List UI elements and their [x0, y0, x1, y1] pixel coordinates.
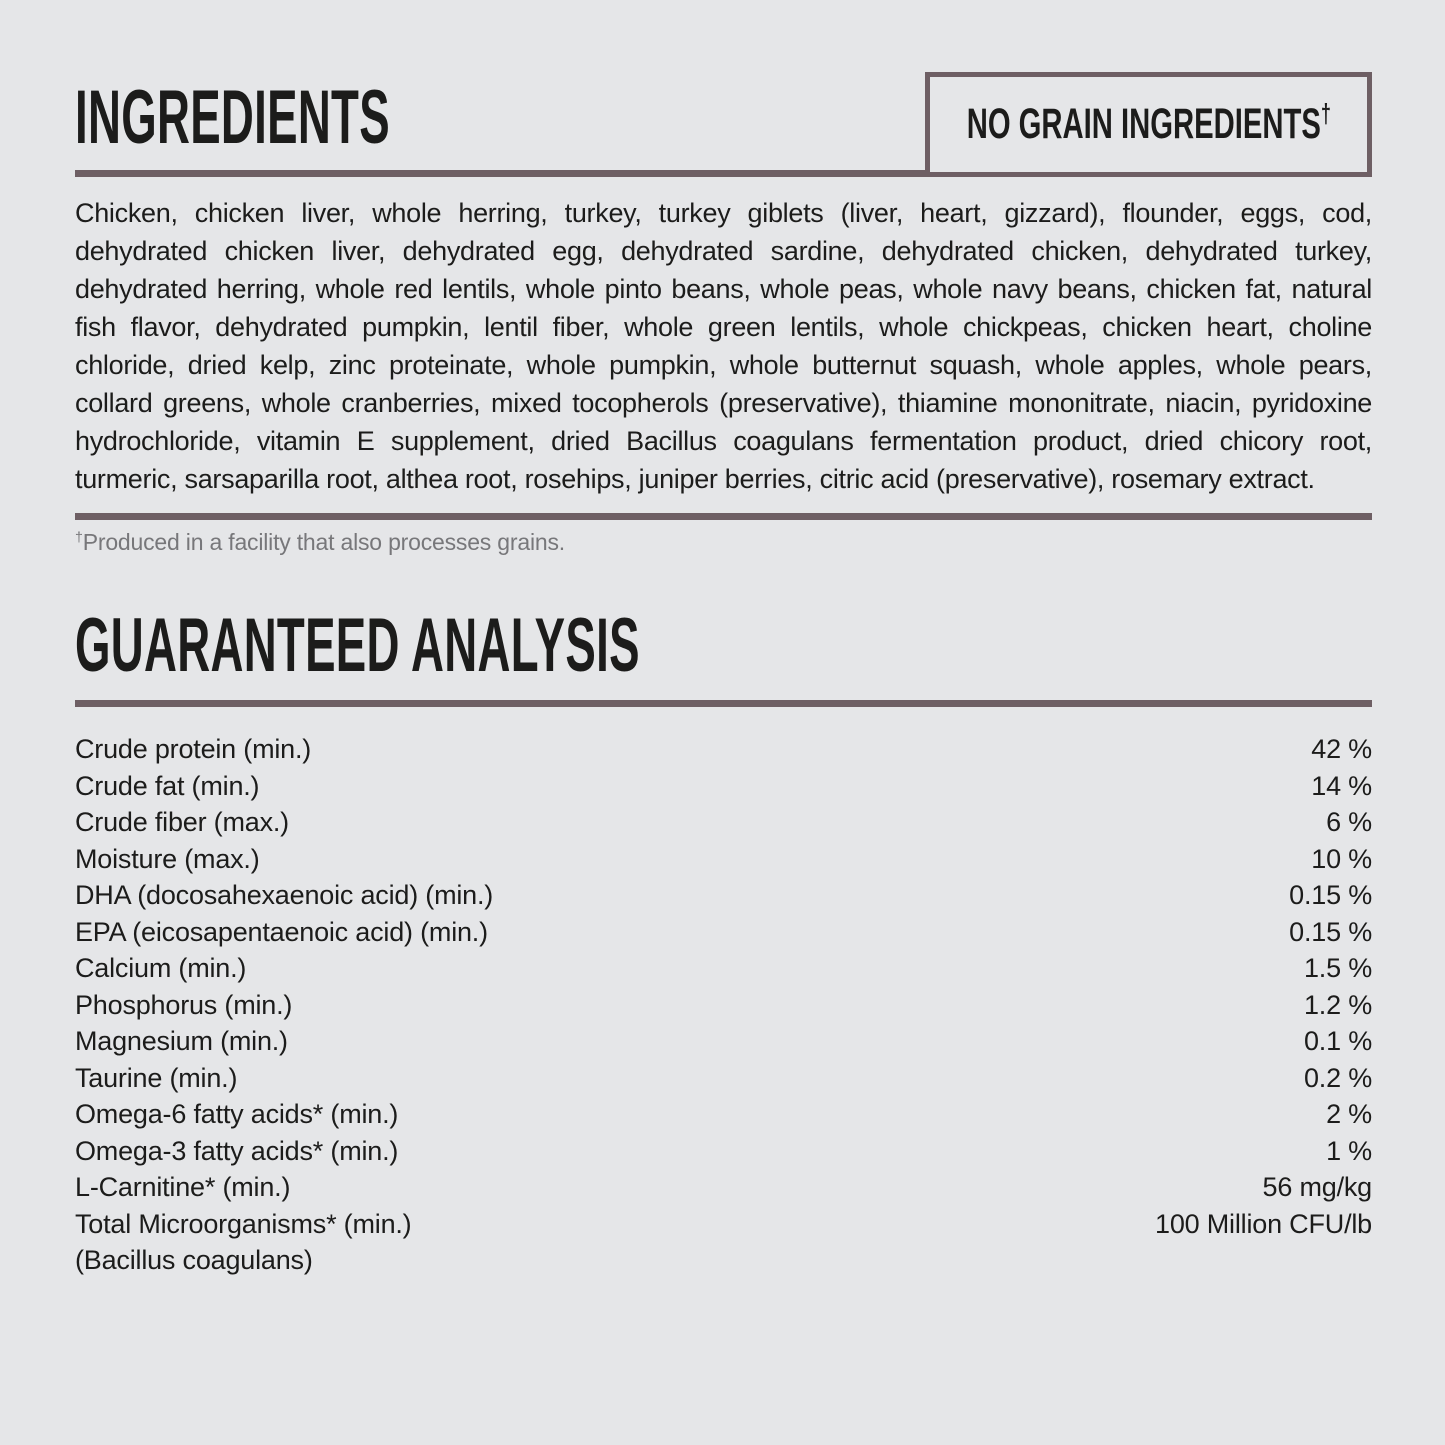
no-grain-badge-label: NO GRAIN INGREDIENTS — [966, 100, 1321, 148]
analysis-row — [75, 1096, 1372, 1133]
analysis-value: 1.2 % — [1303, 989, 1372, 1020]
no-grain-badge-text — [966, 100, 1330, 149]
analysis-label: Phosphorus (min.) — [75, 989, 293, 1020]
footnote-dagger: † — [75, 529, 83, 546]
analysis-row — [75, 1169, 1372, 1206]
analysis-label: Omega-6 fatty acids* (min.) — [75, 1099, 399, 1129]
footnote-text: Produced in a facility that also processes grains. — [82, 529, 565, 555]
analysis-row — [75, 1023, 1372, 1060]
analysis-row — [75, 1206, 1372, 1243]
analysis-value: 1 % — [1326, 1135, 1372, 1166]
analysis-value: 0.2 % — [1303, 1062, 1372, 1093]
analysis-value: 2 % — [1326, 1099, 1372, 1129]
analysis-label: L-Carnitine* (min.) — [75, 1172, 291, 1202]
divider — [75, 700, 1372, 707]
analysis-label: Calcium (min.) — [75, 953, 247, 983]
guaranteed-analysis-heading — [75, 603, 1372, 688]
analysis-label: Crude fiber (max.) — [75, 807, 289, 837]
analysis-label: Taurine (min.) — [75, 1062, 238, 1093]
analysis-row — [75, 768, 1372, 805]
analysis-value: 14 % — [1311, 770, 1372, 801]
analysis-label: EPA (eicosapentaenoic acid) (min.) — [75, 916, 488, 947]
ingredients-list: Chicken, chicken liver, whole herring, turkey, turkey giblets (liver, heart, gizzard), flounder, eggs, cod, dehydrated chicken liver, dehydrated egg, dehydrated sardine, dehydrated chicken, dehydrated turkey, dehydrated herring, whole red lentils, whole pinto beans, whole peas, whole navy beans, chicken fat, natural fish flavor, dehydrated pumpkin, lentil fiber, whole green lentils, whole chickpeas, chicken heart, choline chloride, dried kelp, zinc proteinate, whole pumpkin, whole butternut squash, whole apples, whole pears, collard greens, whole cranberries, mixed tocopherols (preservative), thiamine mononitrate, niacin, pyridoxine hydrochloride, vitamin E supplement, dried Bacillus coagulans fermentation product, dried chicory root, turmeric, sarsaparilla root, althea root, rosehips, juniper berries, citric acid (preservative), rosemary extract. — [75, 198, 1372, 494]
no-grain-badge — [925, 72, 1372, 177]
analysis-value: 10 % — [1311, 843, 1372, 874]
analysis-row — [75, 950, 1372, 987]
analysis-row — [75, 841, 1372, 878]
analysis-row — [75, 804, 1372, 841]
analysis-row — [75, 914, 1372, 951]
analysis-value: 42 % — [1311, 734, 1372, 764]
ingredients-heading-text: INGREDIENTS — [75, 75, 390, 160]
analysis-label: (Bacillus coagulans) — [75, 1245, 313, 1275]
grain-facility-footnote — [75, 529, 1372, 556]
analysis-value: 0.15 % — [1289, 880, 1372, 910]
analysis-row — [75, 1242, 1372, 1279]
analysis-row — [75, 731, 1372, 768]
no-grain-badge-dagger: † — [1320, 98, 1331, 129]
analysis-row — [75, 1133, 1372, 1170]
analysis-value: 100 Million CFU/lb — [1155, 1208, 1372, 1239]
analysis-row — [75, 877, 1372, 914]
analysis-label: Crude fat (min.) — [75, 770, 260, 801]
guaranteed-analysis-table — [75, 731, 1372, 1279]
divider — [75, 513, 1372, 520]
analysis-label: Moisture (max.) — [75, 843, 260, 874]
analysis-value: 6 % — [1326, 807, 1372, 837]
analysis-value: 56 mg/kg — [1262, 1172, 1372, 1202]
ingredients-heading — [75, 75, 600, 177]
analysis-row — [75, 1060, 1372, 1097]
analysis-value: 0.1 % — [1303, 1026, 1372, 1056]
analysis-label: DHA (docosahexaenoic acid) (min.) — [75, 880, 494, 910]
analysis-label: Omega-3 fatty acids* (min.) — [75, 1135, 399, 1166]
guaranteed-analysis-heading-text: GUARANTEED ANALYSIS — [75, 603, 640, 688]
analysis-row — [75, 987, 1372, 1024]
analysis-label: Crude protein (min.) — [75, 734, 312, 764]
analysis-value: 1.5 % — [1303, 953, 1372, 983]
analysis-label: Magnesium (min.) — [75, 1026, 288, 1056]
analysis-value: 0.15 % — [1289, 916, 1372, 947]
analysis-label: Total Microorganisms* (min.) — [75, 1208, 412, 1239]
ingredients-header — [75, 0, 1372, 177]
